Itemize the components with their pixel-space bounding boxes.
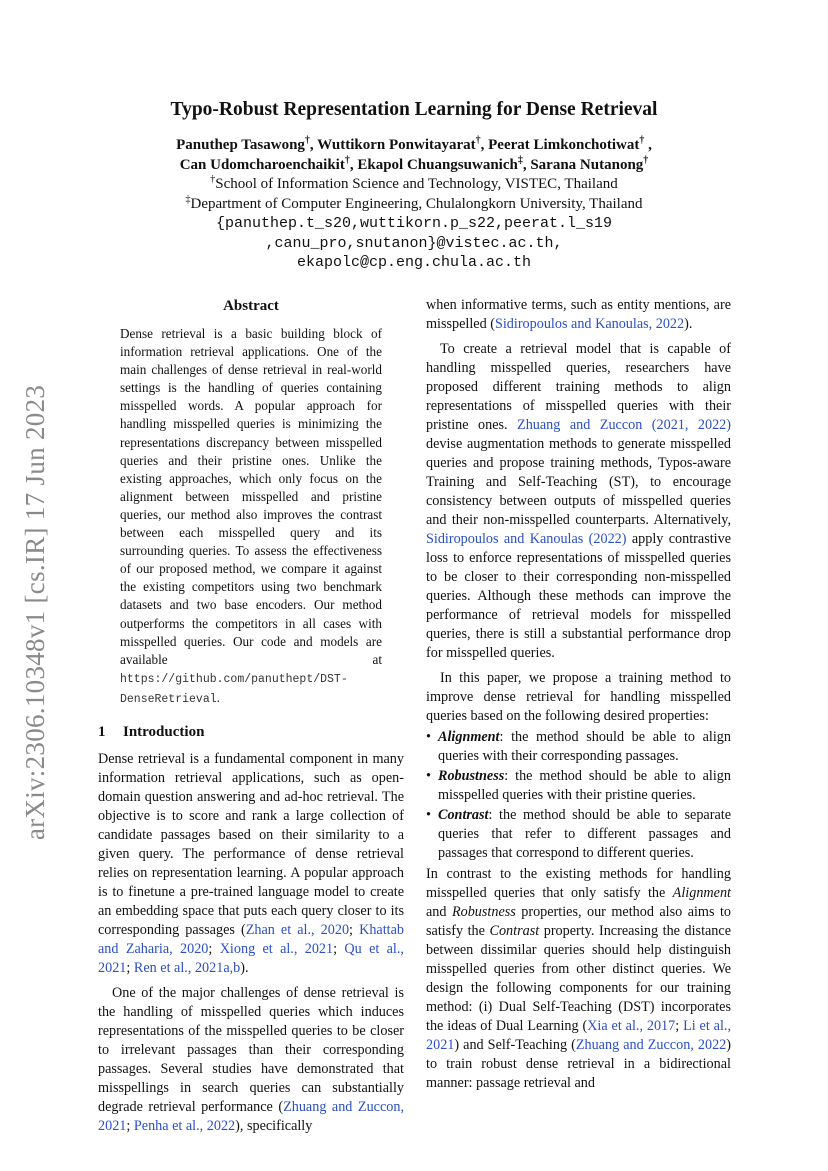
intro-paragraph: One of the major challenges of dense retrieval is the handling of misspelled queries which induces representations of the misspelled queries to be closer to irrelevant passages than their corresponding passages. Several studies have demonstrated that misspellings in search queries can substantially degrade retrieval performance (Zhuang and Zuccon, 2021; Penha et al., 2022), specifically xyxy=(98,984,404,1134)
affiliation: †School of Information Science and Technology, VISTEC, Thailand xyxy=(210,174,618,192)
citation-link[interactable]: Khattab and Zaharia, 2020 xyxy=(98,921,404,957)
email-line: ,canu_pro,snutanon}@vistec.ac.th, xyxy=(265,234,563,252)
citation-link[interactable]: Zhan et al., 2020 xyxy=(245,921,350,938)
citation-link[interactable]: Sidiropoulos and Kanoulas (2022) xyxy=(426,531,627,547)
author-name: Panuthep Tasawong xyxy=(176,137,305,153)
property-list xyxy=(426,728,731,863)
author-name: Peerat Limkonchotiwat xyxy=(488,137,640,153)
citation-link[interactable]: Xia et al., 2017 xyxy=(587,1018,676,1034)
author-name: Wuttikorn Ponwitayarat xyxy=(317,137,476,153)
list-item: • Robustness: the method should be able to align misspelled queries with their pristine queries. xyxy=(426,767,731,805)
citation-link[interactable]: Zhuang and Zuccon (2021, 2022) xyxy=(517,417,731,433)
citation-link[interactable]: Zhuang and Zuccon, 2022 xyxy=(575,1037,727,1053)
email-line: ekapolc@cp.eng.chula.ac.th xyxy=(296,254,532,271)
citation-link[interactable]: Ren et al., 2021a,b xyxy=(133,959,241,976)
citation-link[interactable]: Zhuang and Zuccon, 2021 xyxy=(98,1098,404,1134)
section-heading-introduction: 1 Introduction xyxy=(98,723,205,740)
body-paragraph: To create a retrieval model that is capable of handling misspelled queries, researchers have proposed different training methods to align representations of misspelled queries with their pristine ones. Zhuang and Zuccon (2021, 2022) devise augmentation methods to generate misspelled queries and propose training methods, Typos-aware Training and Self-Teaching (ST), to encourage consistency between outputs of misspelled queries and their non-misspelled counterparts. Alternatively, Sidiropoulos and Kanoulas (2022) apply contrastive loss to enforce representations of misspelled queries to be closer to their corresponding non-misspelled queries. Although these methods can improve the performance of retrieval models for misspelled queries, there is still a substantial performance drop for misspelled queries. xyxy=(426,341,732,661)
list-item: • Alignment: the method should be able to align queries with their corresponding passages. xyxy=(426,728,731,766)
author-list: Panuthep Tasawong†, Wuttikorn Ponwitayarat†, Peerat Limkonchotiwat† , Can Udomcharoenchaikit†, Ekapol Chuangsuwanich‡, Sarana Nutanong† xyxy=(176,135,652,173)
paper-header xyxy=(0,97,828,273)
intro-paragraph: Dense retrieval is a fundamental component in many information retrieval applications, such as open-domain question answering and ad-hoc retrieval. The objective is to score and rank a large collection of candidate passages based on their similarity to a given query. The performance of dense retrieval relies on representation learning. A popular approach is to finetune a pre-trained language model to create an embedding space that puts each query closer to its corresponding passages (Zhan et al., 2020; Khattab and Zaharia, 2020; Xiong et al., 2021; Qu et al., 2021; Ren et al., 2021a,b). xyxy=(98,750,404,976)
citation-link[interactable]: Xiong et al., 2021 xyxy=(219,940,334,957)
citation-link[interactable]: Li et al., 2021 xyxy=(426,1018,732,1053)
author-name: Ekapol Chuangsuwanich xyxy=(357,157,518,173)
body-paragraph: In this paper, we propose a training method to improve dense retrieval for handling misspelled queries based on the following desired properties: xyxy=(426,670,731,724)
author-name: Sarana Nutanong xyxy=(530,157,644,173)
right-column xyxy=(426,296,731,1093)
citation-link[interactable]: Penha et al., 2022 xyxy=(133,1117,236,1134)
citation-link[interactable]: Qu et al., 2021 xyxy=(98,940,404,976)
left-column xyxy=(98,296,404,1136)
citation-link[interactable]: Sidiropoulos and Kanoulas, 2022 xyxy=(494,316,685,332)
body-paragraph: In contrast to the existing methods for handling misspelled queries that only satisfy the Alignment and Robustness properties, our method also aims to satisfy the Contrast property. Increasing the distance between dissimilar queries should help distinguish misspelled queries from other distinct queries. We design the following components for our training method: (i) Dual Self-Teaching (DST) incorporates the ideas of Dual Learning (Xia et al., 2017; Li et al., 2021) and Self-Teaching (Zhuang and Zuccon, 2022) to train robust dense retrieval in a bidirectional manner: passage retrieval and xyxy=(426,866,732,1091)
abstract-text: Dense retrieval is a basic building block of information retrieval applications. One of the main challenges of dense retrieval in real-world settings is the handling of queries containing misspelled words. A popular approach for handling misspelled queries is minimizing the representations discrepancy between misspelled queries and their pristine ones. Unlike the existing approaches, which only focus on the alignment between misspelled and pristine queries, our method also improves the contrast between each misspelled query and its surrounding queries. To assess the effectiveness of our proposed method, we compare it against the existing competitors using two benchmark datasets and two base encoders. Our method outperforms the competitors in all cases with misspelled queries. Our code and models are available at https://github.com/panuthept/DST-DenseRetrieval. xyxy=(120,326,382,706)
author-name: Can Udomcharoenchaikit xyxy=(179,157,345,173)
paper-title: Typo-Robust Representation Learning for Dense Retrieval xyxy=(170,99,658,120)
affiliation: ‡Department of Computer Engineering, Chulalongkorn University, Thailand xyxy=(185,193,643,212)
arxiv-identifier: arXiv:2306.10348v1 [cs.IR] 17 Jun 2023 xyxy=(20,384,51,841)
code-link[interactable]: https://github.com/panuthept/DST-DenseRetrieval xyxy=(120,672,348,706)
body-paragraph: when informative terms, such as entity mentions, are misspelled (Sidiropoulos and Kanoulas, 2022). xyxy=(426,297,731,332)
abstract-heading: Abstract xyxy=(223,298,279,314)
email-line: {panuthep.t_s20,wuttikorn.p_s22,peerat.l_s19 xyxy=(215,215,613,232)
list-item: • Contrast: the method should be able to separate queries that refer to different passages and passages that correspond to different queries. xyxy=(426,806,731,863)
